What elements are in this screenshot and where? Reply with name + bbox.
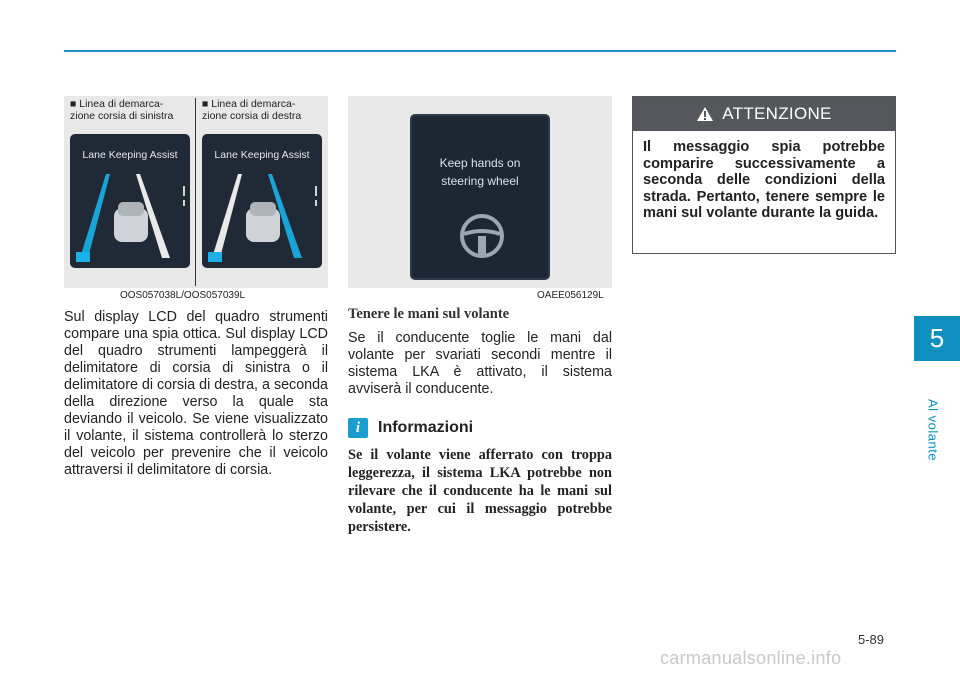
chapter-number-tab: 5 [914,316,960,361]
lka-status-icon [76,252,90,262]
lka-status-icon [208,252,222,262]
warning-text: Il messaggio spia potrebbe comparire successivamente a seconda delle condizioni della strada. Pertanto, tenere sempre le mani sul volante durante la guida. [643,139,885,221]
warning-title: ATTENZIONE [722,104,832,123]
lane-display-figure [64,96,328,288]
chapter-title: Al volante [925,398,941,462]
page-number: 5-89 [858,632,885,647]
lcd-label-left: Lane Keeping Assist [82,149,178,161]
warning-triangle-icon [696,106,714,122]
cluster-screen [410,114,550,280]
info-icon: i [348,418,368,438]
info-header [348,416,612,440]
section-subheading: Tenere le mani sul volante [348,306,510,322]
steering-wheel-icon [412,208,552,268]
warning-header [633,97,895,131]
screen-line-1: Keep hands on [439,156,521,170]
figure2-code: OAEE056129L [537,290,604,301]
screen-line-2: steering wheel [441,174,519,188]
info-text: Se il volante viene afferrato con troppa leggerezza, il sistema LKA potrebbe non rilevare che il conducente ha le mani sul volante, per cui il messaggio potrebbe persistere. [348,447,612,535]
warning-box [632,96,896,254]
figure-divider [195,98,196,286]
hands-on-wheel-figure [348,96,612,288]
info-title: Informazioni [378,419,474,436]
lcd-left-lane [70,134,190,268]
caption-left-lane: ■ Linea di demarca- zione corsia di sinistra [70,98,174,122]
body-paragraph-2: Se il conducente toglie le mani dal volante per svariati secondi mentre il sistema LKA è attivato, il sistema avviserà il conducente. [348,330,612,397]
body-paragraph-1: Sul display LCD del quadro strumenti compare una spia ottica. Sul display LCD del quadro strumenti lampeggerà il delimitatore di corsia di sinistra o il delimitatore di corsia di destra, a seconda della direzione verso la quale sta deviando il veicolo. Se viene visualizzato il volante, il sistema controllerà lo sterzo del veicolo per prevenire che il veicolo attraversi il delimitatore di corsia. [64,309,328,478]
caption-right-lane: ■ Linea di demarca- zione corsia di destra [202,98,302,122]
figure1-code: OOS057038L/OOS057039L [120,290,246,301]
watermark: carmanualsonline.info [660,648,842,668]
lcd-right-lane [202,134,322,268]
top-rule [64,50,896,52]
lcd-label-right: Lane Keeping Assist [214,149,310,161]
